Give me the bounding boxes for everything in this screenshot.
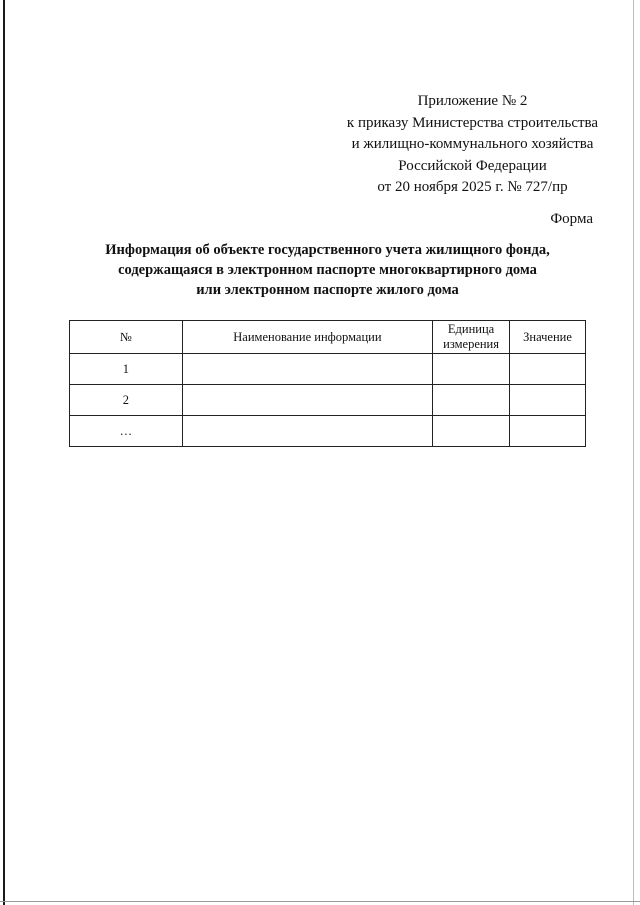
header-unit-line-1: Единица (447, 322, 495, 336)
header-unit-line-2: измерения (443, 337, 499, 351)
cell-name (182, 416, 432, 447)
page-edge-left (3, 0, 5, 905)
cell-name (182, 354, 432, 385)
cell-number: … (70, 416, 183, 447)
header-value: Значение (510, 321, 586, 354)
header-name: Наименование информации (182, 321, 432, 354)
table-row (70, 385, 586, 416)
appendix-line-2: к приказу Министерства строительства (346, 114, 599, 131)
table-header-row (70, 321, 586, 354)
cell-number: 1 (70, 354, 183, 385)
cell-name (182, 385, 432, 416)
title-line-1: Информация об объекте государственного учета жилищного фонда, (105, 242, 550, 258)
page-edge-right (633, 0, 634, 905)
cell-unit (433, 354, 510, 385)
title-line-3: или электронном паспорте жилого дома (196, 282, 459, 298)
appendix-line-4: Российской Федерации (398, 157, 547, 174)
page-edge-bottom (0, 901, 640, 902)
appendix-block (340, 91, 605, 199)
cell-value (510, 354, 586, 385)
header-unit (433, 321, 510, 354)
header-number: № (70, 321, 183, 354)
title-line-2: содержащаяся в электронном паспорте многоквартирного дома (118, 262, 537, 278)
table-row (70, 354, 586, 385)
cell-value (510, 416, 586, 447)
information-table (69, 320, 586, 447)
document-title (70, 240, 585, 300)
appendix-line-5: от 20 ноября 2025 г. № 727/пр (377, 179, 568, 195)
appendix-line-1: Приложение № 2 (417, 93, 528, 109)
cell-unit (433, 385, 510, 416)
cell-number: 2 (70, 385, 183, 416)
table-row (70, 416, 586, 447)
cell-value (510, 385, 586, 416)
cell-unit (433, 416, 510, 447)
appendix-line-3: и жилищно-коммунального хозяйства (351, 136, 594, 152)
form-label: Форма (550, 211, 593, 227)
